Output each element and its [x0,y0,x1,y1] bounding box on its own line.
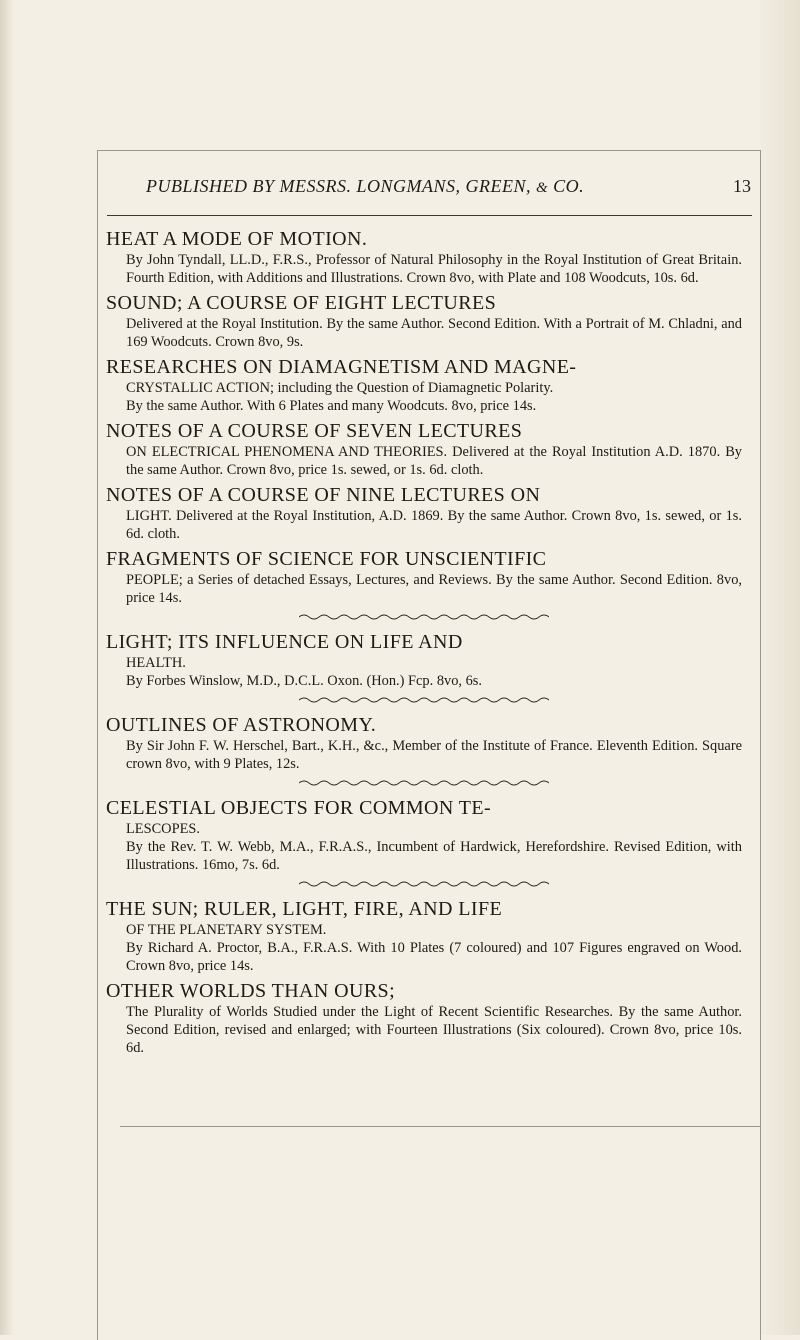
book-description: LIGHT. Delivered at the Royal Institution, A.D. 1869. By the same Author. Crown 8vo, 1s. sewed, or 1s. 6d. cloth. [126,508,742,542]
book-title: LIGHT; ITS INFLUENCE ON LIFE AND [106,631,463,653]
book-entry [106,898,742,975]
book-title: OTHER WORLDS THAN OURS; [106,980,396,1002]
section-divider [299,696,549,704]
book-description: Delivered at the Royal Institution. By the same Author. Second Edition. With a Portrait of M. Chladni, and 169 Woodcuts. Crown 8vo, 9s. [126,316,742,350]
page-edge [760,0,800,1335]
book-entry [106,356,742,415]
book-description: The Plurality of Worlds Studied under the Light of Recent Scientific Researches. By the same Author. Second Edition, revised and enlarged; with Fourteen Illustrations (Six coloured). Crown 8vo, price 10s. 6d. [126,1004,742,1056]
header-text: PUBLISHED BY MESSRS. LONGMANS, GREEN, [146,176,536,196]
book-subtitle: LESCOPES. [126,821,200,837]
header-co: CO. [548,176,585,196]
book-title: CELESTIAL OBJECTS FOR COMMON TE- [106,797,492,819]
book-entry [106,420,742,479]
book-entry [106,980,742,1057]
page-binding-shadow [0,0,14,1335]
book-title: HEAT A MODE OF MOTION. [106,228,368,250]
section-divider [299,880,549,888]
book-description: By Forbes Winslow, M.D., D.C.L. Oxon. (Hon.) Fcp. 8vo, 6s. [126,673,482,689]
book-title: THE SUN; RULER, LIGHT, FIRE, AND LIFE [106,898,503,920]
book-entry [106,797,742,874]
book-title: FRAGMENTS OF SCIENCE FOR UNSCIENTIFIC [106,548,547,570]
book-entry [106,714,742,773]
book-entry [106,292,742,351]
book-title: NOTES OF A COURSE OF NINE LECTURES ON [106,484,541,506]
section-divider [299,779,549,787]
page-frame-left [97,150,98,1340]
header-rule [107,215,752,216]
book-title: SOUND; A COURSE OF EIGHT LECTURES [106,292,497,314]
header-ampersand: & [535,180,549,196]
book-description: By the Rev. T. W. Webb, M.A., F.R.A.S., Incumbent of Hardwick, Herefordshire. Revised Edition, with Illustrations. 16mo, 7s. 6d. [126,839,742,873]
book-title: NOTES OF A COURSE OF SEVEN LECTURES [106,420,523,442]
book-description: By Sir John F. W. Herschel, Bart., K.H., &c., Member of the Institute of France. Eleventh Edition. Square crown 8vo, with 9 Plates, 12s. [126,738,742,772]
book-subtitle: CRYSTALLIC ACTION; including the Question of Diamagnetic Polarity. [126,380,554,396]
book-subtitle: HEALTH. [126,655,186,671]
book-list [106,228,742,1062]
book-subtitle: OF THE PLANETARY SYSTEM. [126,922,327,938]
book-title: OUTLINES OF ASTRONOMY. [106,714,377,736]
book-description: By the same Author. With 6 Plates and many Woodcuts. 8vo, price 14s. [126,398,537,414]
book-entry [106,548,742,607]
page-frame-bottom [120,1126,760,1127]
book-description: ON ELECTRICAL PHENOMENA AND THEORIES. Delivered at the Royal Institution A.D. 1870. By the same Author. Crown 8vo, price 1s. sewed, or 1s. 6d. cloth. [126,444,742,478]
section-divider [299,613,549,621]
book-description: PEOPLE; a Series of detached Essays, Lectures, and Reviews. By the same Author. Second Edition. 8vo, price 14s. [126,572,742,606]
page-frame-top [97,150,761,151]
book-description: By Richard A. Proctor, B.A., F.R.A.S. With 10 Plates (7 coloured) and 107 Figures engraved on Wood. Crown 8vo, price 14s. [126,940,742,974]
book-title: RESEARCHES ON DIAMAGNETISM AND MAGNE- [106,356,577,378]
book-description: By John Tyndall, LL.D., F.R.S., Professor of Natural Philosophy in the Royal Institution of Great Britain. Fourth Edition, with Additions and Illustrations. Crown 8vo, with Plate and 108 Woodcuts, 10s. 6d. [126,252,742,286]
page-number: 13 [733,176,751,196]
book-entry [106,228,742,287]
page-frame-right [760,150,761,1340]
running-header [146,176,746,197]
book-entry [106,631,742,690]
book-entry [106,484,742,543]
